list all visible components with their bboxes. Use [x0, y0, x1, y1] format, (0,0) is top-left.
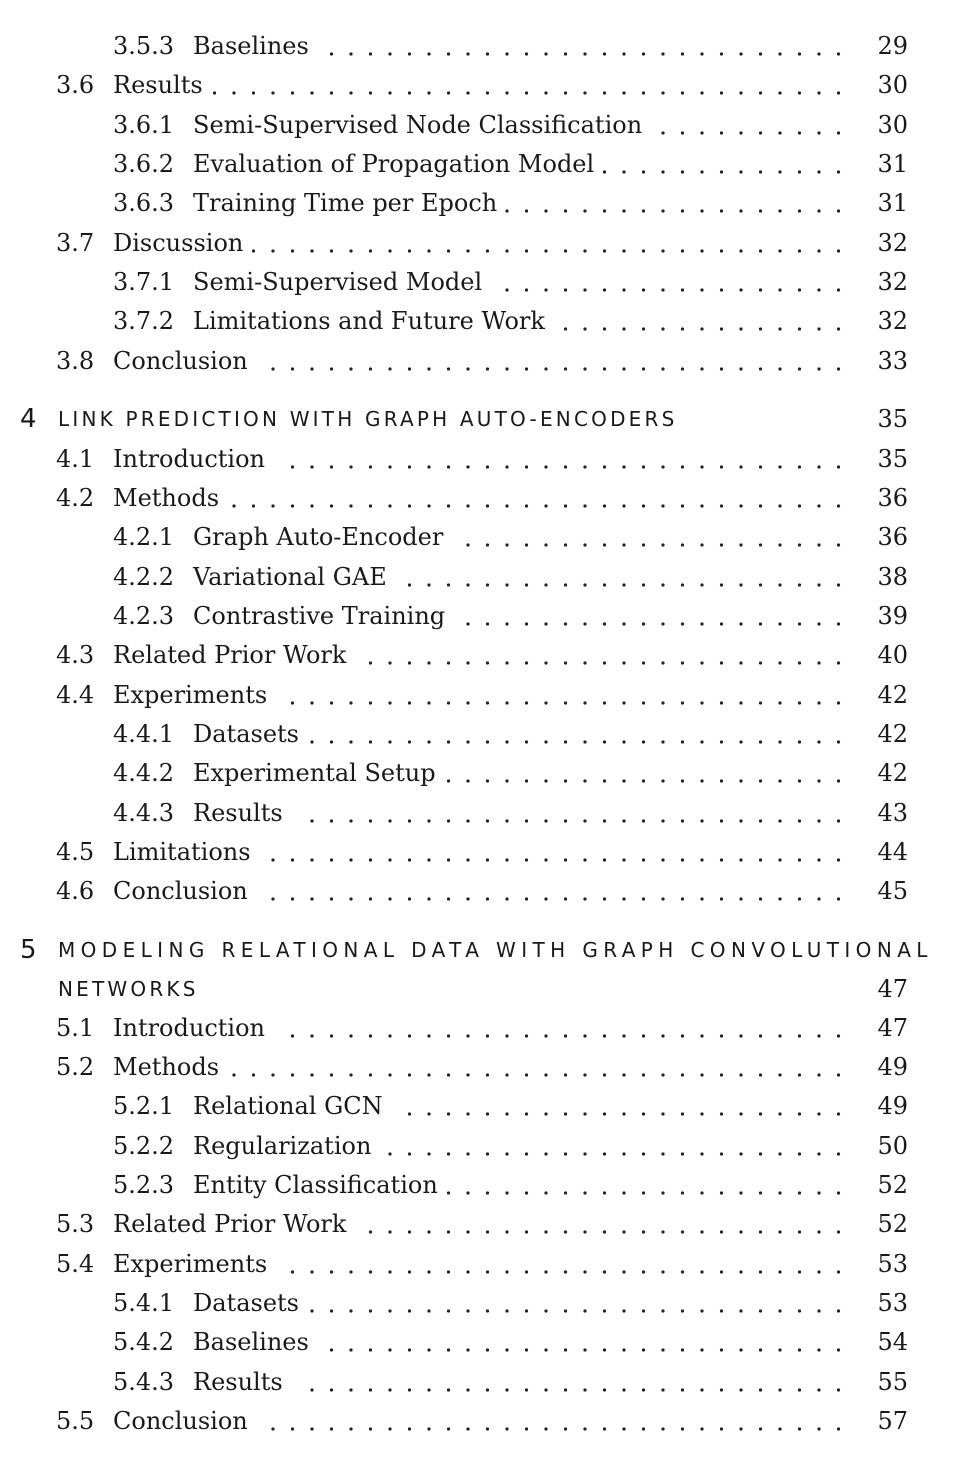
toc-entry-number: 4.5 — [56, 838, 95, 866]
toc-entry-page-number: 55 — [877, 1368, 908, 1396]
dot-leader — [0, 185, 972, 221]
toc-entry-number: 3.6.3 — [113, 189, 175, 217]
toc-entry-page-number: 49 — [877, 1092, 908, 1120]
toc-entry-page-number: 29 — [877, 32, 908, 60]
toc-entry-title: Baselines — [193, 32, 309, 60]
toc-entry-page-number: 42 — [877, 681, 908, 709]
dot-leader — [0, 28, 972, 64]
toc-entry-title: Semi-Supervised Node Classification — [193, 111, 643, 139]
toc-entry-number: 5.2.2 — [113, 1132, 175, 1160]
toc-entry-number: 5.1 — [56, 1014, 95, 1042]
toc-entry-page-number: 44 — [877, 838, 908, 866]
toc-entry-title: NETWORKS — [58, 977, 199, 1001]
toc-entry-number: 4.4.1 — [113, 720, 175, 748]
toc-entry-title: Experiments — [113, 681, 268, 709]
toc-entry-title: Results — [193, 799, 283, 827]
toc-section-entry[interactable] — [0, 1010, 972, 1046]
toc-entry-title: Entity Classification — [193, 1171, 438, 1199]
toc-entry-page-number: 50 — [877, 1132, 908, 1160]
dot-leader — [0, 480, 972, 516]
toc-entry-title: Datasets — [193, 720, 299, 748]
toc-entry-page-number: 53 — [877, 1250, 908, 1278]
toc-subsection-entry[interactable] — [0, 185, 972, 221]
toc-entry-page-number: 31 — [877, 189, 908, 217]
toc-entry-number: 4.4.2 — [113, 759, 175, 787]
toc-section-entry[interactable] — [0, 637, 972, 673]
toc-entry-number: 3.6 — [56, 71, 95, 99]
dot-leader — [0, 1088, 972, 1124]
toc-entry-number: 4.2.2 — [113, 563, 175, 591]
dot-leader — [0, 1010, 972, 1046]
dot-leader — [0, 1364, 972, 1400]
toc-subsection-entry[interactable] — [0, 519, 972, 555]
toc-entry-page-number: 54 — [877, 1328, 908, 1356]
dot-leader — [0, 559, 972, 595]
toc-entry-title: Conclusion — [113, 877, 248, 905]
toc-section-entry[interactable] — [0, 225, 972, 261]
dot-leader — [0, 598, 972, 634]
toc-entry-page-number: 52 — [877, 1210, 908, 1238]
dot-leader — [0, 146, 972, 182]
toc-entry-title: Discussion — [113, 229, 244, 257]
toc-section-entry[interactable] — [0, 343, 972, 379]
toc-entry-number: 4.2.1 — [113, 523, 175, 551]
toc-chapter-entry[interactable] — [0, 401, 972, 437]
toc-chapter-entry[interactable] — [0, 932, 972, 968]
toc-entry-number: 4.6 — [56, 877, 95, 905]
toc-entry-title: Training Time per Epoch — [193, 189, 498, 217]
toc-entry-page-number: 30 — [877, 71, 908, 99]
toc-entry-number: 5.4.3 — [113, 1368, 175, 1396]
toc-entry-page-number: 52 — [877, 1171, 908, 1199]
toc-entry-number: 5.2 — [56, 1053, 95, 1081]
toc-subsection-entry[interactable] — [0, 1088, 972, 1124]
toc-entry-number: 4.4 — [56, 681, 95, 709]
toc-entry-number: 4.2.3 — [113, 602, 175, 630]
dot-leader — [0, 225, 972, 261]
dot-leader — [0, 834, 972, 870]
toc-entry-page-number: 36 — [877, 484, 908, 512]
toc-entry-number: 3.7.1 — [113, 268, 175, 296]
dot-leader — [0, 264, 972, 300]
toc-entry-title: Experimental Setup — [193, 759, 436, 787]
toc-entry-title: Evaluation of Propagation Model — [193, 150, 595, 178]
toc-section-entry[interactable] — [0, 67, 972, 103]
toc-entry-page-number: 33 — [877, 347, 908, 375]
dot-leader — [0, 441, 972, 477]
toc-entry-title: MODELING RELATIONAL DATA WITH GRAPH CONVOLUTIONAL — [58, 938, 933, 962]
toc-section-entry[interactable] — [0, 1403, 972, 1439]
dot-leader — [0, 1324, 972, 1360]
dot-leader — [0, 637, 972, 673]
toc-section-entry[interactable] — [0, 1246, 972, 1282]
toc-entry-number: 4 — [20, 404, 37, 434]
toc-entry-number: 5.4.1 — [113, 1289, 175, 1317]
toc-entry-title: Introduction — [113, 1014, 265, 1042]
toc-entry-number: 4.4.3 — [113, 799, 175, 827]
toc-entry-title: Methods — [113, 1053, 220, 1081]
toc-entry-number: 3.6.1 — [113, 111, 175, 139]
toc-entry-number: 4.3 — [56, 641, 95, 669]
toc-section-entry[interactable] — [0, 834, 972, 870]
toc-section-entry[interactable] — [0, 480, 972, 516]
toc-chapter-entry[interactable] — [0, 971, 972, 1007]
toc-entry-title: Experiments — [113, 1250, 268, 1278]
toc-entry-number: 3.7.2 — [113, 307, 175, 335]
dot-leader — [0, 67, 972, 103]
toc-entry-title: Regularization — [193, 1132, 372, 1160]
toc-entry-number: 3.6.2 — [113, 150, 175, 178]
toc-entry-title: Results — [113, 71, 203, 99]
toc-subsection-entry[interactable] — [0, 598, 972, 634]
toc-entry-title: Baselines — [193, 1328, 309, 1356]
toc-entry-title: Semi-Supervised Model — [193, 268, 483, 296]
toc-subsection-entry[interactable] — [0, 1167, 972, 1203]
toc-entry-page-number: 40 — [877, 641, 908, 669]
dot-leader — [0, 519, 972, 555]
toc-entry-title: Related Prior Work — [113, 641, 347, 669]
toc-entry-number: 4.1 — [56, 445, 95, 473]
toc-entry-title: LINK PREDICTION WITH GRAPH AUTO-ENCODERS — [58, 407, 678, 431]
toc-entry-title: Results — [193, 1368, 283, 1396]
toc-subsection-entry[interactable] — [0, 559, 972, 595]
toc-entry-number: 5.4 — [56, 1250, 95, 1278]
toc-entry-page-number: 47 — [877, 975, 908, 1003]
dot-leader — [0, 1285, 972, 1321]
dot-leader — [0, 1206, 972, 1242]
toc-entry-title: Methods — [113, 484, 220, 512]
dot-leader — [0, 873, 972, 909]
toc-entry-number: 5.2.1 — [113, 1092, 175, 1120]
toc-entry-page-number: 35 — [877, 445, 908, 473]
toc-entry-page-number: 53 — [877, 1289, 908, 1317]
dot-leader — [0, 1167, 972, 1203]
dot-leader — [0, 795, 972, 831]
toc-entry-page-number: 43 — [877, 799, 908, 827]
toc-entry-title: Conclusion — [113, 1407, 248, 1435]
toc-entry-number: 5.3 — [56, 1210, 95, 1238]
toc-entry-page-number: 36 — [877, 523, 908, 551]
toc-subsection-entry[interactable] — [0, 1128, 972, 1164]
toc-entry-title: Datasets — [193, 1289, 299, 1317]
toc-subsection-entry[interactable] — [0, 28, 972, 64]
toc-subsection-entry[interactable] — [0, 1285, 972, 1321]
toc-subsection-entry[interactable] — [0, 716, 972, 752]
toc-entry-page-number: 39 — [877, 602, 908, 630]
toc-entry-page-number: 49 — [877, 1053, 908, 1081]
toc-section-entry[interactable] — [0, 1049, 972, 1085]
toc-entry-page-number: 47 — [877, 1014, 908, 1042]
toc-entry-page-number: 45 — [877, 877, 908, 905]
toc-subsection-entry[interactable] — [0, 303, 972, 339]
dot-leader — [0, 1403, 972, 1439]
toc-entry-number: 3.5.3 — [113, 32, 175, 60]
toc-subsection-entry[interactable] — [0, 1324, 972, 1360]
toc-section-entry[interactable] — [0, 1206, 972, 1242]
toc-entry-title: Variational GAE — [193, 563, 387, 591]
toc-entry-number: 3.7 — [56, 229, 95, 257]
toc-entry-page-number: 32 — [877, 268, 908, 296]
toc-entry-page-number: 57 — [877, 1407, 908, 1435]
toc-subsection-entry[interactable] — [0, 755, 972, 791]
toc-entry-page-number: 42 — [877, 720, 908, 748]
dot-leader — [0, 1049, 972, 1085]
toc-entry-number: 5.2.3 — [113, 1171, 175, 1199]
toc-entry-title: Introduction — [113, 445, 265, 473]
toc-section-entry[interactable] — [0, 873, 972, 909]
toc-subsection-entry[interactable] — [0, 264, 972, 300]
toc-entry-number: 5.4.2 — [113, 1328, 175, 1356]
toc-entry-title: Graph Auto-Encoder — [193, 523, 444, 551]
toc-subsection-entry[interactable] — [0, 795, 972, 831]
toc-entry-number: 3.8 — [56, 347, 95, 375]
toc-entry-title: Relational GCN — [193, 1092, 383, 1120]
toc-entry-title: Limitations — [113, 838, 251, 866]
toc-entry-page-number: 38 — [877, 563, 908, 591]
toc-entry-title: Limitations and Future Work — [193, 307, 545, 335]
toc-entry-number: 5 — [20, 935, 37, 965]
toc-section-entry[interactable] — [0, 441, 972, 477]
toc-entry-number: 5.5 — [56, 1407, 95, 1435]
dot-leader — [0, 107, 972, 143]
toc-subsection-entry[interactable] — [0, 107, 972, 143]
toc-subsection-entry[interactable] — [0, 1364, 972, 1400]
dot-leader — [0, 755, 972, 791]
toc-section-entry[interactable] — [0, 677, 972, 713]
dot-leader — [0, 1246, 972, 1282]
dot-leader — [0, 677, 972, 713]
toc-entry-title: Conclusion — [113, 347, 248, 375]
toc-subsection-entry[interactable] — [0, 146, 972, 182]
toc-entry-page-number: 31 — [877, 150, 908, 178]
toc-entry-number: 4.2 — [56, 484, 95, 512]
dot-leader — [0, 1128, 972, 1164]
dot-leader — [0, 716, 972, 752]
toc-entry-page-number: 32 — [877, 307, 908, 335]
toc-entry-page-number: 32 — [877, 229, 908, 257]
toc-entry-title: Related Prior Work — [113, 1210, 347, 1238]
toc-entry-page-number: 42 — [877, 759, 908, 787]
toc-entry-page-number: 35 — [877, 405, 908, 433]
dot-leader — [0, 343, 972, 379]
toc-entry-title: Contrastive Training — [193, 602, 446, 630]
dot-leader — [0, 303, 972, 339]
toc-entry-page-number: 30 — [877, 111, 908, 139]
